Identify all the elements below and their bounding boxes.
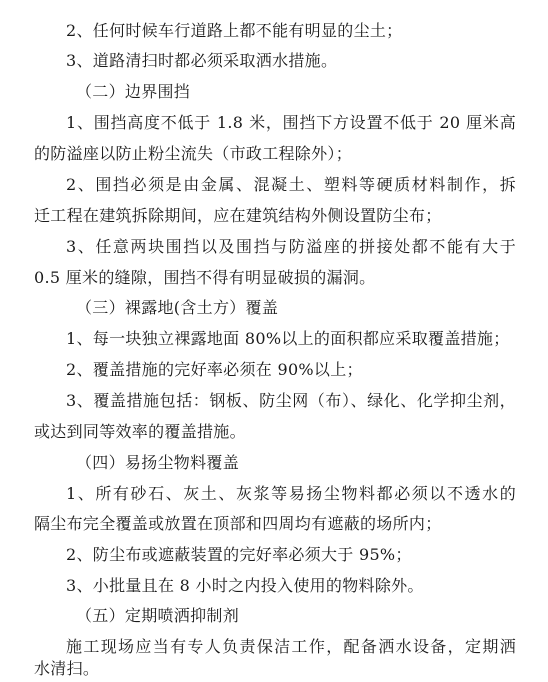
paragraph-line: 2、任何时候车行道路上都不能有明显的尘土； xyxy=(66,21,403,40)
section-heading: （三）裸露地(含土方）覆盖 xyxy=(76,298,279,317)
paragraph-line: 3、任意两块围挡以及围挡与防溢座的拼接处都不能有大于 xyxy=(66,237,516,256)
paragraph-line: 隔尘布完全覆盖或放置在顶部和四周均有遮蔽的场所内； xyxy=(34,514,442,533)
section-heading: （二）边界围挡 xyxy=(76,82,191,101)
section-heading: （四）易扬尘物料覆盖 xyxy=(76,453,240,472)
paragraph-line: 水清扫。 xyxy=(34,659,100,678)
section-heading: （五）定期喷洒抑制剂 xyxy=(76,606,240,625)
paragraph-line: 的防溢座以防止粉尘流失（市政工程除外）； xyxy=(34,144,353,163)
paragraph-line: 3、道路清扫时都必须采取洒水措施。 xyxy=(66,51,338,70)
paragraph-line: 0.5 厘米的缝隙，围挡不得有明显破损的漏洞。 xyxy=(34,268,376,287)
paragraph-line: 2、围挡必须是由金属、混凝土、塑料等硬质材料制作，拆 xyxy=(66,175,516,194)
paragraph-line: 1、所有砂石、灰土、灰浆等易扬尘物料都必须以不透水的 xyxy=(66,484,516,503)
paragraph-line: 2、防尘布或遮蔽装置的完好率必须大于 95%； xyxy=(66,545,412,564)
paragraph-line: 迁工程在建筑拆除期间，应在建筑结构外侧设置防尘布； xyxy=(34,206,442,225)
paragraph-line: 3、覆盖措施包括：钢板、防尘网（布）、绿化、化学抑尘剂， xyxy=(66,391,516,410)
paragraph-line: 施工现场应当有专人负责保洁工作，配备洒水设备，定期洒 xyxy=(66,637,516,656)
paragraph-line: 1、每一块独立裸露地面 80%以上的面积都应采取覆盖措施； xyxy=(66,329,510,348)
paragraph-line: 2、覆盖措施的完好率必须在 90%以上； xyxy=(66,360,363,379)
paragraph-line: 或达到同等效率的覆盖措施。 xyxy=(34,422,246,441)
paragraph-line: 3、小批量且在 8 小时之内投入使用的物料除外。 xyxy=(66,576,424,595)
paragraph-line: 1、围挡高度不低于 1.8 米，围挡下方设置不低于 20 厘米高 xyxy=(66,113,516,132)
